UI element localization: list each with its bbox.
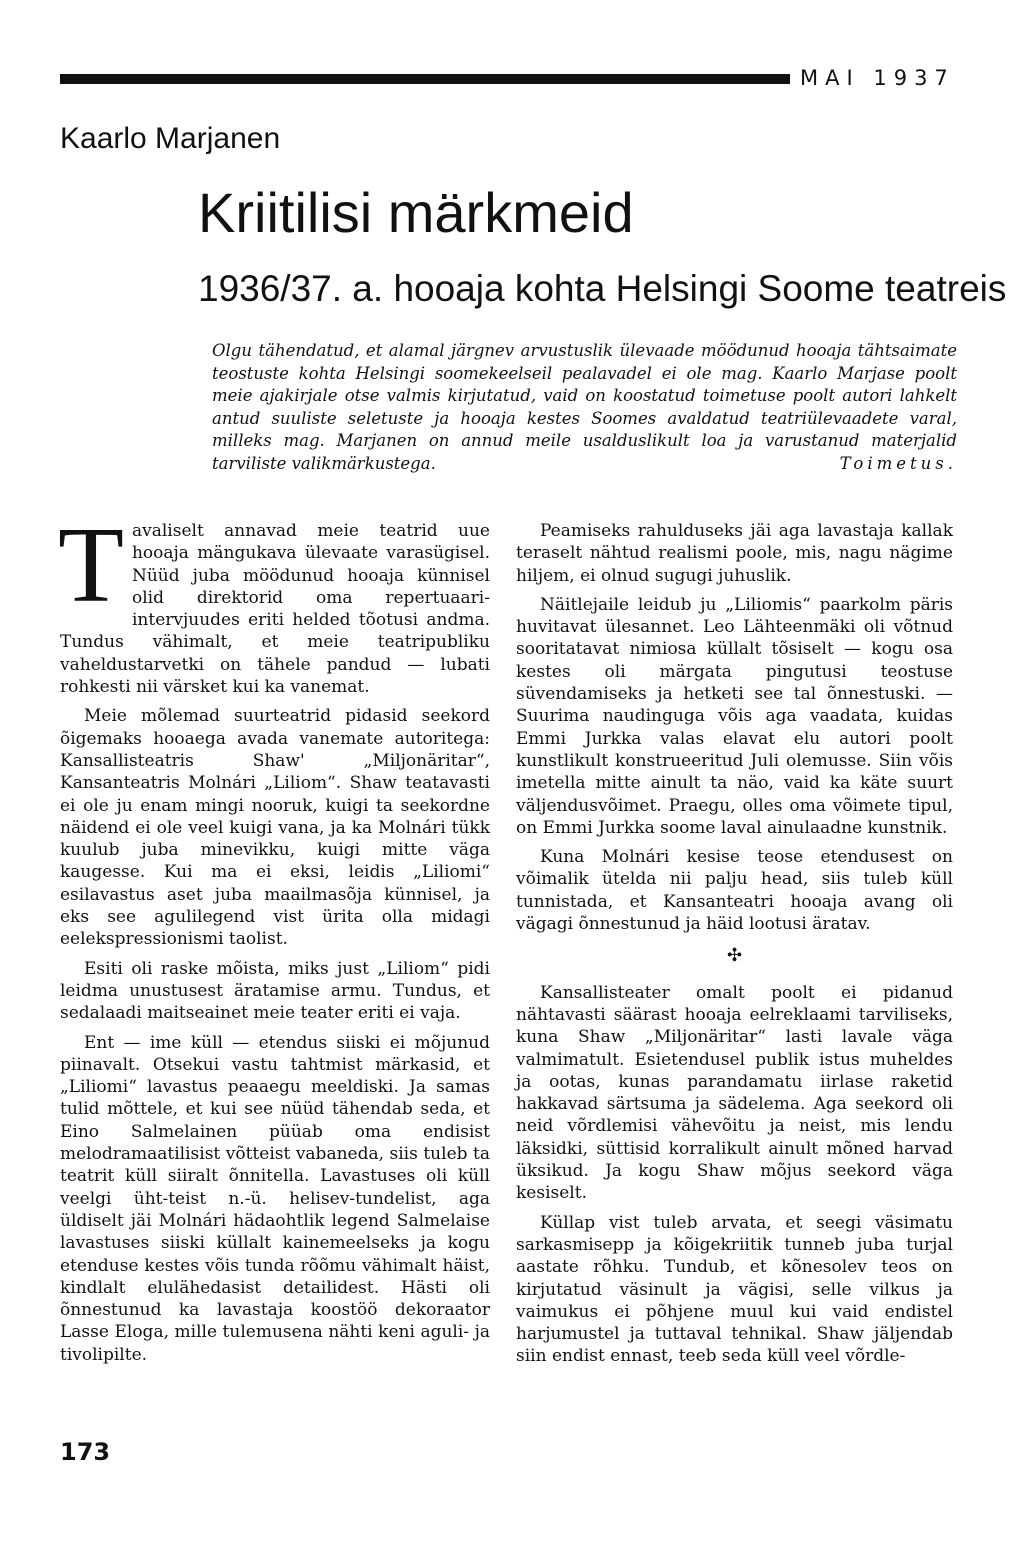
paragraph: Esiti oli raske mõista, miks just „Liliom“ pidi leidma unustusest äratamise armu. Tundus, et sedalaadi maitseainet meie teater eriti ei vaja. (60, 958, 490, 1024)
section-separator-icon: ✣ (726, 945, 743, 967)
article-subtitle: 1936/37. a. hooaja kohta Helsingi Soome teatreis (198, 268, 1007, 309)
paragraph: Peamiseks rahulduseks jäi aga lavastaja kallak teraselt nähtud realismi poole, mis, nagu nägime hiljem, ei olnud sugugi juhuslik. (516, 521, 953, 586)
paragraph: Kansallisteater omalt poolt ei pidanud nähtavasti säärast hooaja eelreklaami tarviliseks, kuna Shaw „Miljonäritar“ lasti lavale väga valmimatult. Esietendusel publik istus muheldes ja ootas, kunas parandamatu iirlase raketid hakkavad särtsuma ja sädelema. Aga seekord oli neid võrdlemisi vähevõitu ja neist, mis lendu läksidki, süttisid korralikult ainult mõned harvad üksikud. Ja kogu Shaw mõjus seekord väga kesiselt. (516, 982, 953, 1204)
editorial-note-text: Olgu tähendatud, et alamal järgnev arvustuslik ülevaade möödunud hooaja tähtsaimate teostuste kohta Helsingi soomekeelseil pealavadel ei ole mag. Kaarlo Marjase poolt meie ajakirjale otse valmis kirjutatud, vaid on koostatud toimetuse poolt autori lahkelt antud suuliste seletuste ja hooaja kestes Soomes avaldatud teatriülevaadete varal, milleks mag. Marjanen on annud meile usalduslikult loa ja varustanud materjalid tarviliste valikmärkustega. (212, 341, 957, 473)
paragraph: Näitlejaile leidub ju „Liliomis“ paarkolm päris huvitavat ülesannet. Leo Lähteenmäki oli võtnud sooritatavat nimiosa küllalt tõsiselt — kogu osa kestes oli märgata pingutusi teostuse süvendamiseks ja hetketi see tal õnnestuski. — Suurima naudinguga võis aga vaadata, kuidas Emmi Jurkka valas elavat elu autori poolt kunstlikult konstrueeritud Juli olemusse. Siin võis imetella mitte ainult ta näo, vaid ka käte suurt väljendusvõimet. Praegu, olles oma võimete tipul, on Emmi Jurkka soome laval ainulaadne kunstnik. (516, 594, 953, 838)
right-column (516, 520, 953, 1375)
paragraph: Ent — ime küll — etendus siiski ei mõjunud piinavalt. Otsekui vastu tahtmist märkasid, et „Liliomi“ lavastus peaaegu meeldiski. Ja samas tulid mõttele, et kui see nüüd tähendab seda, et Eino Salmelainen püüab oma endisist melodramaatilisist võtteist vabaneda, siis tuleb ta teatrit küll siiralt õnnitella. Lavastuses oli küll veelgi üht-teist n.-ü. helisev-tundelist, aga üldiselt jäi Molnári hädaohtlik legend Salmelaise lavastuses siiski küllalt kainemeelseks ja kogu etenduse kestes võis tunda rõõmu vähimalt häist, kindlalt elulähedasist detailidest. Hästi oli õnnestunud ka lavastaja koostöö dekoraator Lasse Eloga, mille tulemusena nähti keni aguli- ja tivolipilte. (60, 1032, 490, 1365)
left-column (58, 506, 490, 1373)
article-author: Kaarlo Marjanen (60, 122, 281, 155)
article-title: Kriitilisi märkmeid (198, 181, 634, 244)
editorial-signature: Toimetus. (839, 453, 957, 473)
paragraph-text: avaliselt annavad meie teatrid uue hooaja mängukava ülevaate varasügisel. Nüüd juba möödunud hooaja künnisel olid direktorid oma repertuaari-intervjuudes eriti helded tõotusi andma. Tundus vähimalt, et meie teatripubliku vaheldustarvetki on tähele pandud — lubati rohkesti nii värsket kui ka vanemat. (60, 521, 490, 698)
paragraph: Meie mõlemad suurteatrid pidasid seekord õigemaks hooaega avada vanemate autoritega: Kansallisteatris Shaw' „Miljonäritar“, Kansanteatris Molnári „Liliom“. Shaw teatavasti ei ole ju enam mingi nooruk, kuigi ta seekordne näidend ei ole veel kuigi vana, ja ka Molnári tükk kuulub juba minevikku, kuigi mitte väga kaugesse. Kui ma ei eksi, leidis „Liliomi“ esilavastus aset juba maailmasõja künnisel, ja eks see agulilegend vist ürita olla midagi eelekspressionismi taolist. (60, 706, 490, 950)
paragraph: Kuna Molnári kesise teose etendusest on võimalik ütelda nii palju head, siis tuleb küll tunnistada, et Kansanteatri hooaja avang oli vägagi õnnestunud ja häid lootusi äratav. (516, 847, 953, 935)
drop-cap: T (58, 506, 124, 625)
paragraph: Küllap vist tuleb arvata, et seegi väsimatu sarkasmisepp ja kõigekriitik tunneb juba turjal aastate rõhku. Tundub, et kõnesolev teos on kirjutatud väsinult ja vägisi, selle vilkus ja vaimukus ei põhjene muul kui vaid endistel harjumustel ja tuttaval tehnikal. Shaw jäljendab siin endist ennast, teeb seda küll veel võrdle- (516, 1212, 953, 1367)
paragraph (58, 506, 490, 698)
page-number: 173 (60, 1438, 111, 1466)
issue-date: MAI 1937 (800, 66, 955, 90)
editorial-note (212, 340, 957, 475)
header-rule (60, 74, 790, 84)
